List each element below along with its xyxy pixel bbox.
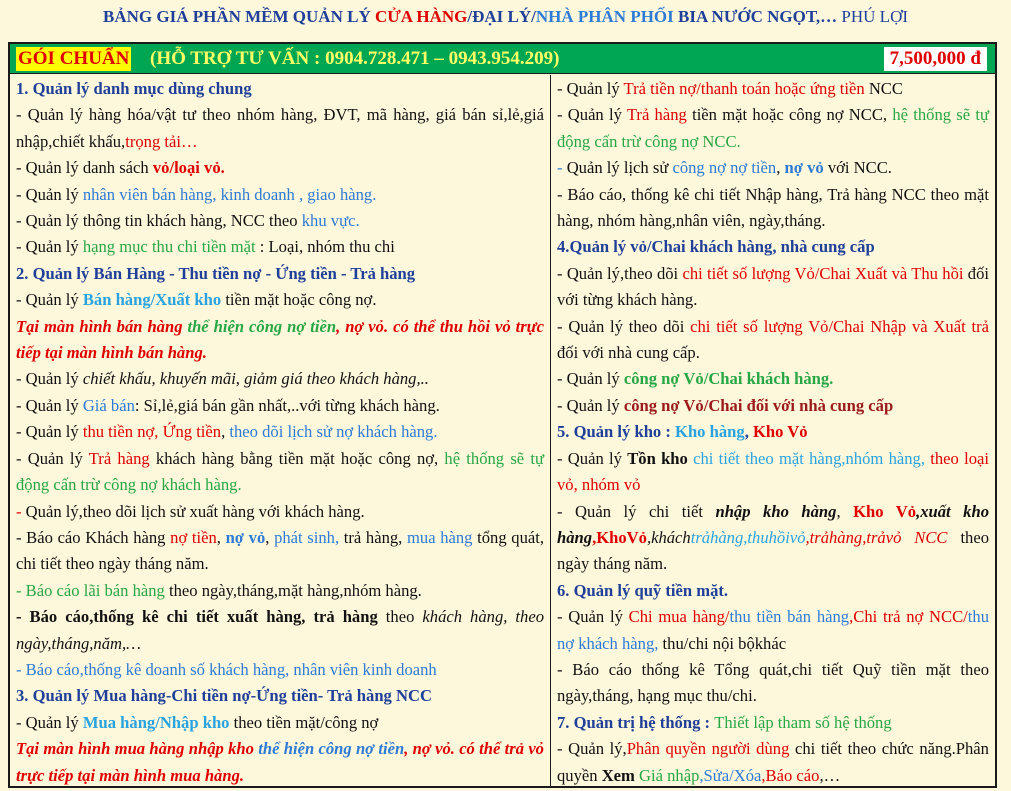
- list-item: - Quản lý theo dõi chi tiết số lượng Vỏ/Chai Nhập và Xuất trả đối với nhà cung cấp.: [557, 316, 989, 363]
- list-item: - Quản lý Trả hàng khách hàng bằng tiền mặt hoặc công nợ, hệ thống sẽ tự động cấn trừ công nợ khách hàng.: [16, 448, 544, 495]
- list-item: - Báo cáo Khách hàng nợ tiền, nợ vỏ, phát sinh, trả hàng, mua hàng tổng quát, chi tiết theo ngày tháng năm.: [16, 527, 545, 574]
- list-item: - Báo cáo,thống kê doanh số khách hàng, nhân viên kinh doanh: [16, 659, 437, 679]
- section-heading-2: 2. Quản lý Bán Hàng - Thu tiền nợ - Ứng tiền - Trả hàng: [16, 263, 416, 283]
- list-item: - Quản lý,theo dõi lịch sử xuất hàng với khách hàng.: [16, 501, 365, 521]
- list-item: - Quản lý thông tin khách hàng, NCC theo khu vực.: [16, 211, 360, 231]
- list-item: - Báo cáo lãi bán hàng theo ngày,tháng,mặt hàng,nhóm hàng.: [16, 580, 422, 600]
- list-item: - Quản lý thu tiền nợ, Ứng tiền, theo dõi lịch sử nợ khách hàng.: [16, 422, 438, 442]
- list-item: - Quản lý Bán hàng/Xuất kho tiền mặt hoặc công nợ.: [16, 290, 377, 310]
- title-part-2: CỬA HÀNG: [374, 7, 468, 26]
- list-item: - Báo cáo thống kê Tổng quát,chi tiết Quỹ tiền mặt theo ngày,tháng, hạng mục thu/chi.: [557, 659, 989, 706]
- package-header: [10, 44, 995, 74]
- section-heading-5: 5. Quản lý kho : Kho hàng, Kho Vỏ: [557, 422, 808, 442]
- title-part-1: BẢNG GIÁ PHẦN MỀM QUẢN LÝ: [102, 7, 375, 26]
- highlight-note: Tại màn hình mua hàng nhập kho thể hiện công nợ tiền, nợ vỏ. có thể trả vỏ trực tiếp tại màn hình mua hàng.: [16, 739, 544, 785]
- left-column: [10, 75, 551, 786]
- support-hotline: (HỖ TRỢ TƯ VẤN : 0904.728.471 – 0943.954.209): [150, 48, 560, 69]
- list-item: - Quản lý công nợ Vỏ/Chai khách hàng.: [557, 369, 834, 389]
- package-name: GÓI CHUẨN: [18, 48, 130, 69]
- title-part-3: /ĐẠI LÝ/: [467, 7, 536, 26]
- list-item: - Quản lý Chi mua hàng/thu tiền bán hàng,Chi trả nợ NCC/thu nợ khách hàng, thu/chi nội bộkhác: [557, 607, 990, 653]
- list-item: - Báo cáo,thống kê chi tiết xuất hàng, trả hàng theo khách hàng, theo ngày,tháng,năm,…: [16, 607, 544, 653]
- list-item: - Quản lý hạng mục thu chi tiền mặt : Loại, nhóm thu chi: [16, 237, 395, 257]
- list-item: - Quản lý Giá bán: Sỉ,lẻ,giá bán gần nhất,..với từng khách hàng.: [16, 395, 440, 415]
- section-heading-1: 1. Quản lý danh mục dùng chung: [16, 79, 252, 98]
- list-item: - Quản lý Trả hàng tiền mặt hoặc công nợ NCC, hệ thống sẽ tự động cấn trừ công nợ NCC.: [557, 105, 989, 151]
- list-item: - Quản lý Trả tiền nợ/thanh toán hoặc ứng tiền NCC: [557, 79, 903, 98]
- section-heading-4: 4.Quản lý vỏ/Chai khách hàng, nhà cung cấp: [557, 237, 875, 257]
- list-item: - Quản lý Mua hàng/Nhập kho theo tiền mặt/công nợ: [16, 712, 379, 732]
- right-column: [551, 75, 995, 786]
- list-item: - Quản lý danh sách vỏ/loại vỏ.: [16, 158, 225, 178]
- list-item: - Quản lý chiết khấu, khuyến mãi, giảm giá theo khách hàng,..: [16, 369, 429, 389]
- list-item: - Quản lý hàng hóa/vật tư theo nhóm hàng, ĐVT, mã hàng, giá bán sỉ,lẻ,giá nhập,chiết khấu,trọng tải…: [16, 105, 544, 151]
- list-item: - Quản lý nhân viên bán hàng, kinh doanh , giao hàng.: [16, 184, 377, 204]
- list-item: - Quản lý công nợ Vỏ/Chai đối với nhà cung cấp: [557, 395, 894, 415]
- list-item: - Quản lý Tồn kho chi tiết theo mặt hàng,nhóm hàng, theo loại vỏ, nhóm vỏ: [557, 448, 989, 495]
- title-part-6: PHÚ LỢI: [841, 7, 909, 26]
- section-heading-7: 7. Quản trị hệ thống : Thiết lập tham số hệ thống: [557, 712, 892, 732]
- title-part-5: BIA NƯỚC NGỌT,…: [673, 7, 842, 26]
- package-price: 7,500,000 đ: [884, 47, 987, 71]
- list-item: - Quản lý,Phân quyền người dùng chi tiết theo chức năng.Phân quyền Xem Giá nhập,Sửa/Xóa,Báo cáo,…: [557, 739, 989, 785]
- page-title: [0, 6, 1011, 28]
- price-table: [8, 42, 997, 788]
- section-heading-6: 6. Quản lý quỹ tiền mặt.: [557, 580, 729, 600]
- list-item: - Báo cáo, thống kê chi tiết Nhập hàng, Trả hàng NCC theo mặt hàng, nhóm hàng,nhân viên, ngày,tháng.: [557, 184, 989, 231]
- title-part-4: NHÀ PHÂN PHỐI: [535, 7, 674, 26]
- list-item: - Quản lý,theo dõi chi tiết số lượng Vỏ/Chai Xuất và Thu hồi đối với từng khách hàng.: [557, 263, 989, 310]
- highlight-note: Tại màn hình bán hàng thể hiện công nợ tiền, nợ vỏ. có thể thu hồi vỏ trực tiếp tại màn hình bán hàng.: [16, 316, 544, 363]
- list-item: - Quản lý chi tiết nhập kho hàng, Kho Vỏ,xuất kho hàng,KhoVỏ,kháchtrảhàng,thuhồivỏ,trảhàng,trảvỏ NCC theo ngày tháng năm.: [557, 501, 990, 574]
- section-heading-3: 3. Quản lý Mua hàng-Chi tiền nợ-Ứng tiền- Trả hàng NCC: [16, 686, 432, 706]
- list-item: - Quản lý lịch sử công nợ nợ tiền, nợ vỏ với NCC.: [557, 158, 892, 178]
